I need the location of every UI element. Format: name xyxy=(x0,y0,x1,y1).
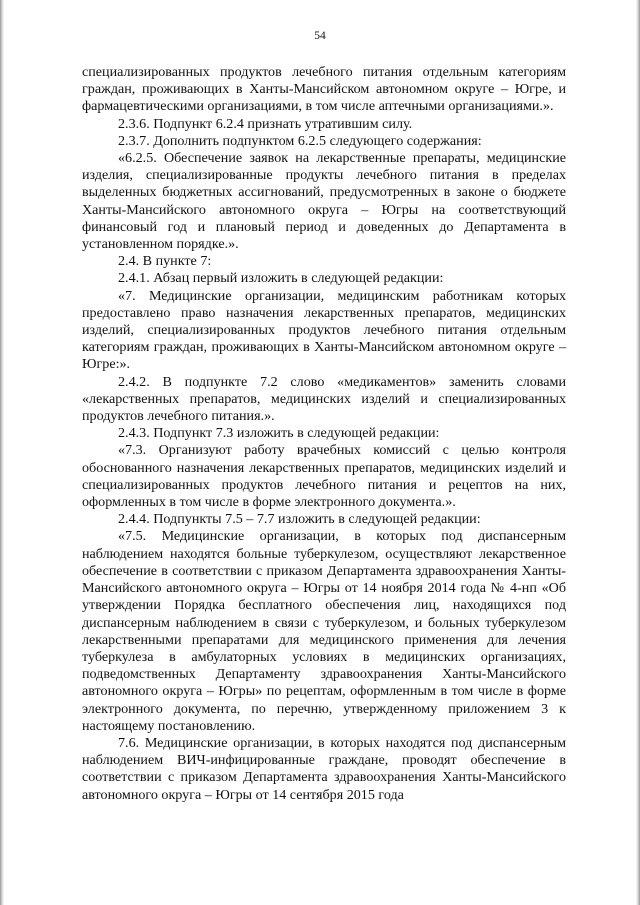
paragraph: 2.4.1. Абзац первый изложить в следующей редакции: xyxy=(118,270,444,287)
paragraph: 2.4.3. Подпункт 7.3 изложить в следующей редакции: xyxy=(118,425,440,442)
page-number: 54 xyxy=(314,30,326,42)
paragraph: 2.3.7. Дополнить подпунктом 6.2.5 следующего содержания: xyxy=(118,132,482,149)
paragraph: «6.2.5. Обеспечение заявок на лекарственные препараты, медицинские изделия, специализированные продукты лечебного питания в пределах выделенных бюджетных ассигнований, предусмотренных в законе о бюджете Ханты-Мансийского автономного округа – Югры на соответствующий финансовый год и плановый период и доведенных до Департамента в установленном порядке.». xyxy=(82,150,566,253)
scan-edge-left xyxy=(0,0,4,905)
scan-edge-right xyxy=(636,0,640,905)
paragraph: «7.5. Медицинские организации, в которых под диспансерным наблюдением находятся больные туберкулезом, осуществляют лекарственное обеспечение в соответствии с приказом Департамента здравоохранения Ханты-Мансийского автономного округа – Югры от 14 ноября 2014 года № 4-нп «Об утверждении Порядка бесплатного обеспечения лиц, находящихся под диспансерным наблюдением в связи с туберкулезом, и больных туберкулезом лекарственными препаратами для медицинского применения для лечения туберкулеза в амбулаторных условиях в медицинских организациях, подведомственных Департаменту здравоохранения Ханты-Мансийского автономного округа – Югры» по рецептам, оформленным в том числе в форме электронного документа, по перечню, утвержденному приложением 3 к настоящему постановлению. xyxy=(82,528,566,734)
paragraph: 2.4. В пункте 7: xyxy=(118,253,212,270)
paragraph: 2.4.4. Подпункты 7.5 – 7.7 изложить в следующей редакции: xyxy=(118,511,481,528)
paragraph: 7.6. Медицинские организации, в которых находятся под диспансерным наблюдением ВИЧ-инфицированные граждане, проводят обеспечение в соответствии с приказом Департамента здравоохранения Ханты-Мансийского автономного округа – Югры от 14 сентября 2015 года xyxy=(82,734,566,803)
paragraph: 2.3.6. Подпункт 6.2.4 признать утратившим силу. xyxy=(118,115,413,132)
paragraph: специализированных продуктов лечебного питания отдельным категориям граждан, проживающих в Ханты-Мансийском автономном округе – Югре, и фармацевтическими организациями, в том числе аптечными организациями.». xyxy=(82,64,566,115)
document-body xyxy=(82,64,566,804)
paragraph: «7. Медицинские организации, медицинским работникам которых предоставлено право назначения лекарственных препаратов, медицинских изделий, специализированных продуктов лечебного питания отдельным категориям граждан, проживающих в Ханты-Мансийском автономном округе – Югре:». xyxy=(82,287,566,373)
paragraph: «7.3. Организуют работу врачебных комиссий с целью контроля обоснованного назначения лекарственных препаратов, медицинских изделий и специализированных продуктов лечебного питания и рецептов на них, оформленных в том числе в форме электронного документа.». xyxy=(82,442,566,511)
paragraph: 2.4.2. В подпункте 7.2 слово «медикаментов» заменить словами «лекарственных препаратов, медицинских изделий и специализированных продуктов лечебного питания.». xyxy=(82,373,566,425)
